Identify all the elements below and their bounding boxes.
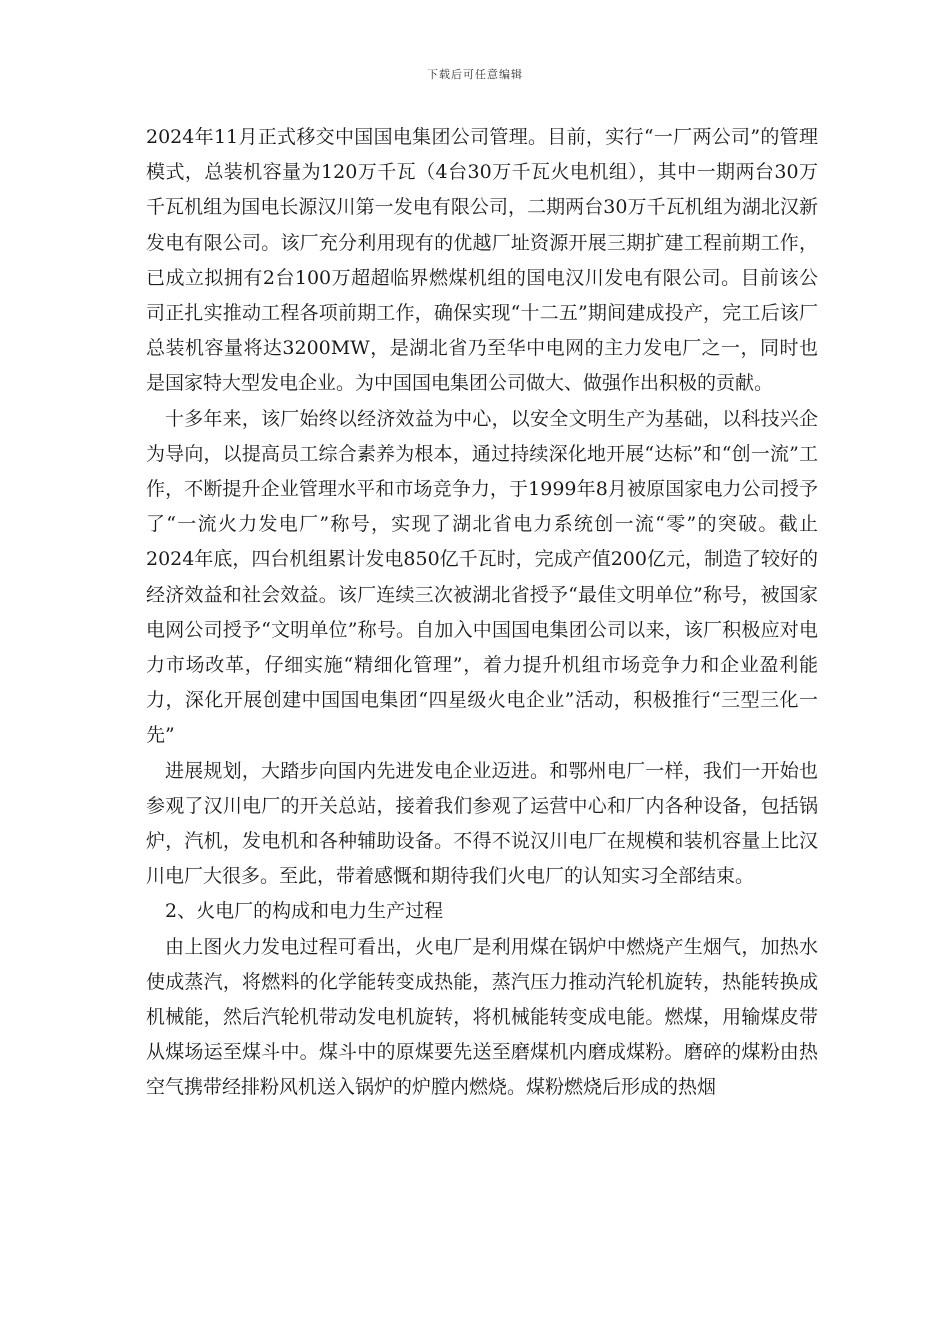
paragraph-power-generation-process: 由上图火力发电过程可看出，火电厂是利用煤在锅炉中燃烧产生烟气，加热水使成蒸汽，将燃料的化学能转变成热能，蒸汽压力推动汽轮机旋转，热能转换成机械能，然后汽轮机带动发电机旋转，将机械能转变成电能。燃煤，用输煤皮带从煤场运至煤斗中。煤斗中的原煤要先送至磨煤机内磨成煤粉。磨碎的煤粉由热空气携带经排粉风机送入锅炉的炉膛内燃烧。煤粉燃烧后形成的热烟 (146, 935, 818, 1099)
paragraph-visit-summary: 进展规划，大踏步向国内先进发电企业迈进。和鄂州电厂一样，我们一开始也参观了汉川电厂的开关总站，接着我们参观了运营中心和厂内各种设备，包括锅炉，汽机，发电机和各种辅助设备。不得不说汉川电厂在规模和装机容量上比汉川电厂大很多。至此，带着感慨和期待我们火电厂的认知实习全部结束。 (146, 759, 818, 888)
section-heading-plant-composition: 2、火电厂的构成和电力生产过程 (165, 900, 444, 923)
paragraph-achievements: 十多年来，该厂始终以经济效益为中心，以安全文明生产为基础，以科技兴企为导向，以提高员工综合素养为根本，通过持续深化地开展“达标”和“创一流”工作，不断提升企业管理水平和市场竞争力，于1999年8月被原国家电力公司授予了“一流火力发电厂”称号，实现了湖北省电力系统创一流“零”的突破。截止2024年底，四台机组累计发电850亿千瓦时，完成产值200亿元，制造了较好的经济效益和社会效益。该厂连续三次被湖北省授予“最佳文明单位”称号，被国家电网公司授予“文明单位”称号。自加入中国国电集团公司以来，该厂积极应对电力市场改革，仔细实施“精细化管理”，着力提升机组市场竞争力和企业盈利能力，深化开展创建中国国电集团“四星级火电企业”活动，积极推行“三型三化一先” (146, 407, 818, 747)
paragraph-plant-overview: 2024年11月正式移交中国国电集团公司管理。目前，实行“一厂两公司”的管理模式，总装机容量为120万千瓦（4台30万千瓦火电机组），其中一期两台30万千瓦机组为国电长源汉川第一发电有限公司，二期两台30万千瓦机组为湖北汉新发电有限公司。该厂充分利用现有的优越厂址资源开展三期扩建工程前期工作，已成立拟拥有2台100万超超临界燃煤机组的国电汉川发电有限公司。目前该公司正扎实推动工程各项前期工作，确保实现“十二五”期间建成投产，完工后该厂总装机容量将达3200MW，是湖北省乃至华中电网的主力发电厂之一，同时也是国家特大型发电企业。为中国国电集团公司做大、做强作出积极的贡献。 (146, 126, 818, 395)
document-body (146, 120, 818, 1106)
download-note-header: 下载后可任意编辑 (427, 68, 523, 81)
